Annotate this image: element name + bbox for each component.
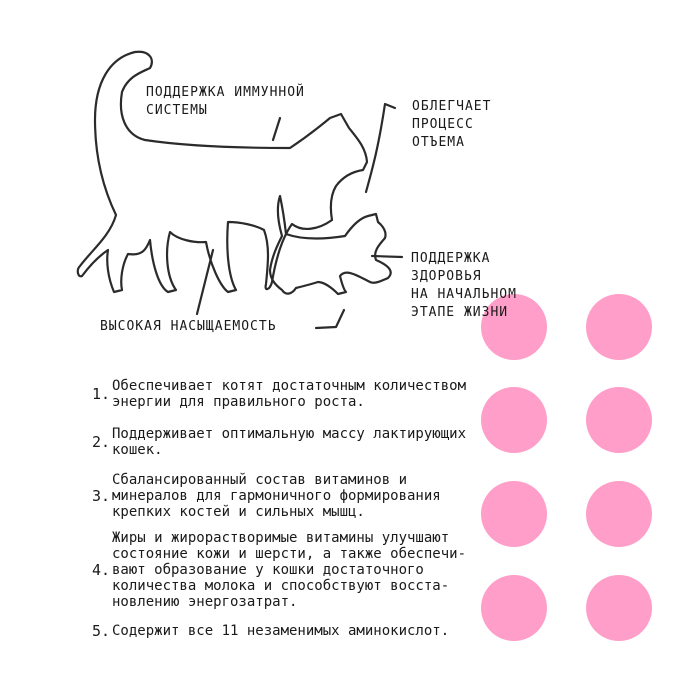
item-text: Поддерживает оптимальную массу лактирующих кошек.	[112, 426, 467, 458]
item-number: 2.	[91, 433, 110, 451]
item-text: Жиры и жирорастворимые витамины улучшают состояние кожи и шерсти, а также обеспечи- вают образование у кошки достаточного количества молока и способствуют восста- новлению энергозатрат.	[112, 530, 467, 610]
item-number: 5.	[91, 622, 110, 640]
item-number: 1.	[91, 385, 110, 403]
label-weaning: ОБЛЕГЧАЕТ ПРОЦЕСС ОТЪЕМА	[412, 99, 492, 150]
leader-immune	[273, 118, 280, 140]
pink-dot	[586, 481, 652, 547]
leader-satiety-right	[316, 310, 344, 328]
item-number: 4.	[91, 561, 110, 579]
list-item	[78, 472, 441, 520]
leader-health	[372, 256, 402, 257]
pink-dot	[586, 387, 652, 453]
item-text: Содержит все 11 незаменимых аминокислот.	[112, 623, 450, 639]
item-text: Обеспечивает котят достаточным количеством энергии для правильного роста.	[112, 378, 467, 410]
pink-dot	[481, 387, 547, 453]
item-number: 3.	[91, 487, 110, 505]
label-early-health: ПОДДЕРЖКА ЗДОРОВЬЯ НА НАЧАЛЬНОМ ЭТАПЕ ЖИЗНИ	[411, 251, 517, 320]
list-item	[78, 530, 466, 610]
label-high-satiety: ВЫСОКАЯ НАСЫЩАЕМОСТЬ	[100, 319, 277, 334]
pink-dot	[586, 575, 652, 641]
leader-weaning	[366, 104, 395, 192]
list-item	[78, 622, 449, 640]
pink-dot	[481, 575, 547, 641]
pink-dot	[481, 481, 547, 547]
leader-satiety-left	[197, 250, 213, 314]
list-item	[78, 378, 466, 410]
label-immune-support: ПОДДЕРЖКА ИММУННОЙ СИСТЕМЫ	[146, 85, 305, 118]
item-text: Сбалансированный состав витаминов и минералов для гармоничного формирования крепких костей и сильных мышц.	[112, 472, 441, 520]
list-item	[78, 426, 466, 458]
